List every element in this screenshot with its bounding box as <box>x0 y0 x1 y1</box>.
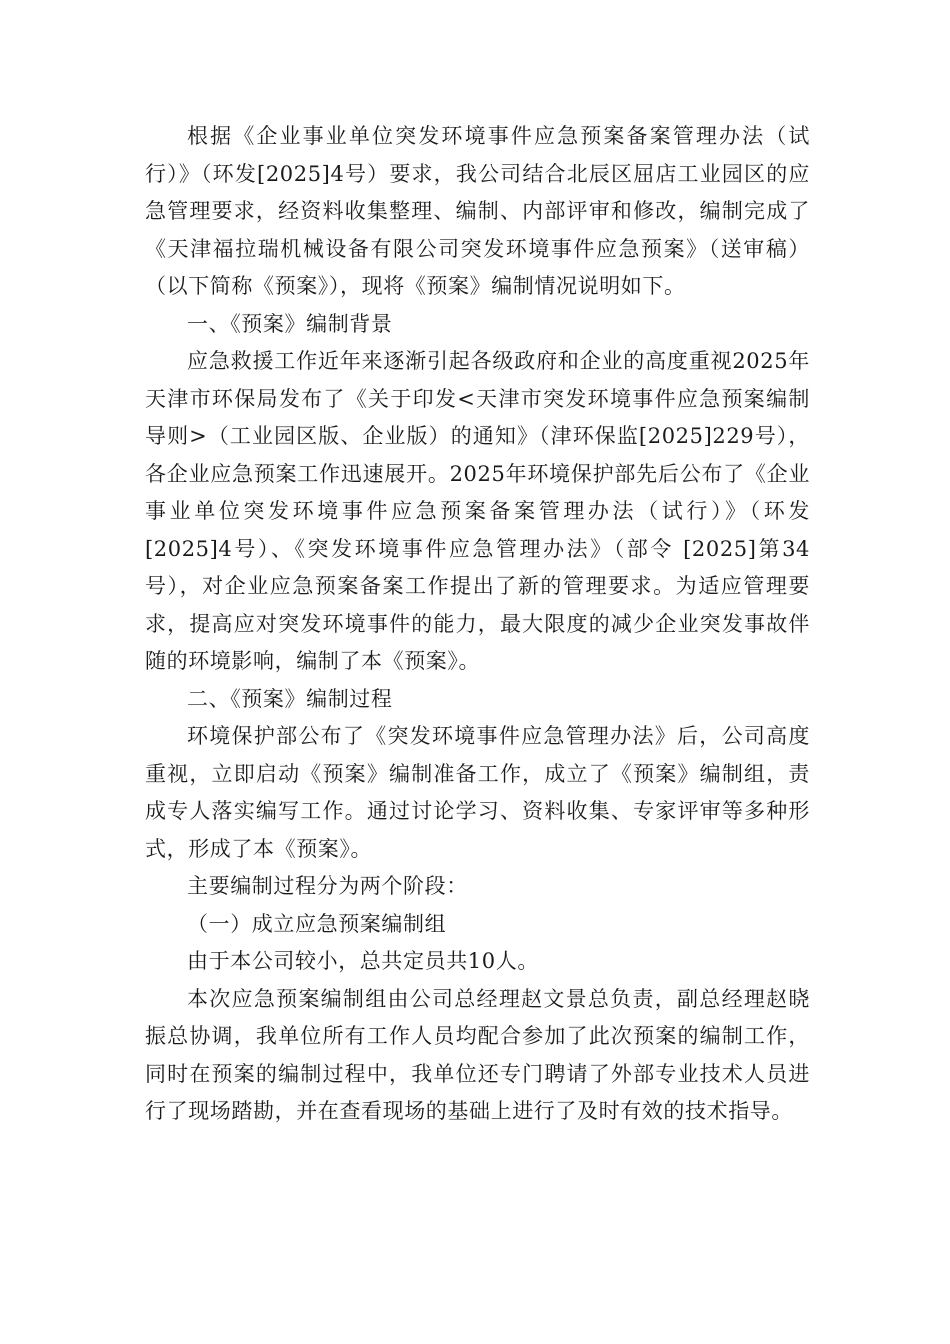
team-paragraph: 本次应急预案编制组由公司总经理赵文景总负责，副总经理赵晓振总协调，我单位所有工作人员均配合参加了此次预案的编制工作，同时在预案的编制过程中，我单位还专门聘请了外部专业技术人员进行了现场踏勘，并在查看现场的基础上进行了及时有效的技术指导。 <box>145 986 810 1123</box>
section-heading-process: 二、《预案》编制过程 <box>187 686 393 711</box>
staff-count-paragraph: 由于本公司较小，总共定员共10人。 <box>187 949 539 973</box>
background-paragraph: 应急救援工作近年来逐渐引起各级政府和企业的高度重视2025年天津市环保局发布了《关于印发<天津市突发环境事件应急预案编制导则>（工业园区版、企业版）的通知》（津环保监[2025]229号），各企业应急预案工作迅速展开。2025年环境保护部先后公布了《企业事业单位突发环境事件应急预案备案管理办法（试行）》（环发[2025]4号）、《突发环境事件应急管理办法》（部令 [2025]第34号），对企业应急预案备案工作提出了新的管理要求。为适应管理要求，提高应对突发环境事件的能力，最大限度的减少企业突发事故伴随的环境影响，编制了本《预案》。 <box>145 349 810 673</box>
stages-intro: 主要编制过程分为两个阶段： <box>187 874 468 898</box>
section-heading-background: 一、《预案》编制背景 <box>187 311 393 336</box>
document-body <box>145 118 810 1131</box>
intro-paragraph: 根据《企业事业单位突发环境事件应急预案备案管理办法（试行）》（环发[2025]4号）要求，我公司结合北辰区屈店工业园区的应急管理要求，经资料收集整理、编制、内部评审和修改，编制完成了《天津福拉瑞机械设备有限公司突发环境事件应急预案》（送审稿）（以下简称《预案》），现将《预案》编制情况说明如下。 <box>145 124 810 298</box>
subsection-heading-team: （一）成立应急预案编制组 <box>187 911 447 936</box>
process-paragraph: 环境保护部公布了《突发环境事件应急管理办法》后，公司高度重视，立即启动《预案》编制准备工作，成立了《预案》编制组，责成专人落实编写工作。通过讨论学习、资料收集、专家评审等多种形式，形成了本《预案》。 <box>145 724 810 861</box>
